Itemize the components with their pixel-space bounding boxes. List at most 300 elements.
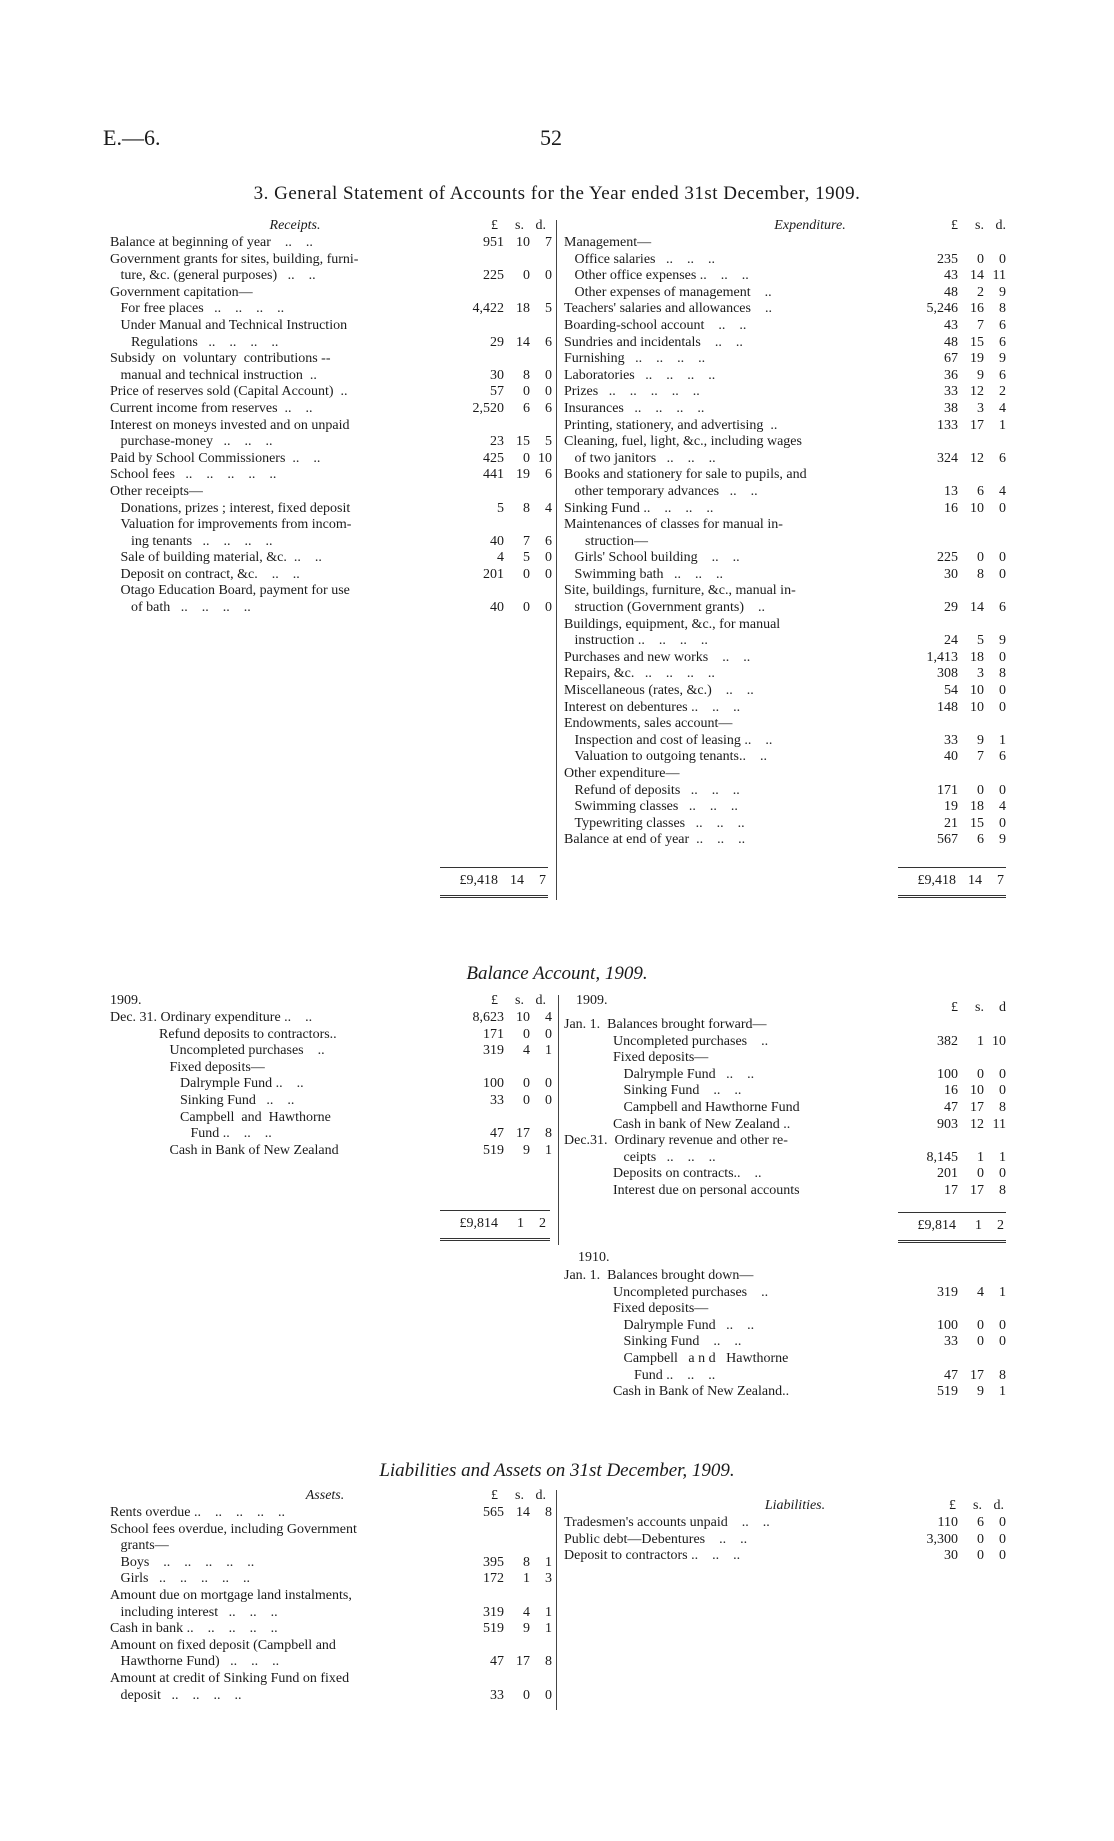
row-label: Dec. 31. Ordinary expenditure .. .. bbox=[110, 1010, 313, 1025]
row-label: Site, buildings, furniture, &c., manual in- bbox=[564, 583, 796, 599]
row-label: Prizes .. .. .. .. .. bbox=[564, 384, 700, 400]
receipts-rule bbox=[440, 867, 548, 868]
shillings-cell: 17 bbox=[970, 1182, 984, 1198]
shillings-cell: 7 bbox=[523, 533, 530, 549]
pence-cell: 8 bbox=[999, 666, 1006, 682]
row-amount bbox=[446, 335, 552, 352]
row-amount bbox=[900, 550, 1006, 567]
table-row bbox=[564, 832, 1006, 849]
pence-cell: 0 bbox=[545, 1687, 552, 1703]
table-row bbox=[110, 285, 552, 302]
shillings-cell: 6 bbox=[977, 1515, 984, 1530]
pounds-cell: 519 bbox=[483, 1142, 504, 1158]
shillings-cell: 6 bbox=[977, 483, 984, 499]
expenditure-heading: Expenditure. bbox=[774, 218, 846, 233]
pence-cell: 6 bbox=[999, 749, 1006, 765]
row-amount bbox=[900, 683, 1006, 700]
row-label: struction (Government grants) .. bbox=[564, 600, 766, 616]
table-row bbox=[564, 799, 1006, 816]
row-label: Price of reserves sold (Capital Account) .. bbox=[110, 384, 348, 400]
row-amount bbox=[446, 368, 552, 385]
row-label: Refund of deposits .. .. .. bbox=[564, 782, 740, 798]
table-row bbox=[564, 583, 1006, 600]
shillings-cell: 9 bbox=[523, 1621, 530, 1637]
table-row bbox=[564, 534, 1006, 551]
table-row bbox=[110, 318, 552, 335]
pence-cell: 7 bbox=[545, 235, 552, 250]
pounds-cell: 395 bbox=[483, 1554, 504, 1570]
liabilities-col-headers: £ s. d. bbox=[949, 1498, 1004, 1513]
pounds-cell: 171 bbox=[937, 782, 958, 798]
pence-cell: 0 bbox=[545, 268, 552, 284]
row-label: Management— bbox=[564, 235, 652, 250]
table-row bbox=[564, 749, 1006, 766]
balance-left-col-headers: £ s. d. bbox=[491, 993, 546, 1008]
table-row bbox=[564, 418, 1006, 435]
shillings-cell: 17 bbox=[970, 417, 984, 433]
row-label: Other expenses of management .. bbox=[564, 284, 772, 300]
shillings-cell: 0 bbox=[977, 550, 984, 566]
row-label: Endowments, sales account— bbox=[564, 716, 733, 732]
table-row bbox=[564, 600, 1006, 617]
row-label: Government capitation— bbox=[110, 284, 253, 300]
row-label: Amount on fixed deposit (Campbell and bbox=[110, 1637, 336, 1653]
table-row bbox=[564, 1067, 1006, 1084]
row-label: Paid by School Commissioners .. .. bbox=[110, 450, 321, 466]
liabilities-table bbox=[564, 1515, 1006, 1565]
pounds-cell: 13 bbox=[944, 483, 958, 499]
pounds-cell: 100 bbox=[937, 1317, 958, 1333]
shillings-cell: 15 bbox=[516, 434, 530, 450]
shillings-cell: 12 bbox=[970, 384, 984, 400]
receipts-col-headers: £ s. d. bbox=[491, 218, 546, 233]
table-row bbox=[110, 384, 552, 401]
row-label: Jan. 1. Balances brought forward— bbox=[564, 1017, 767, 1032]
pounds-cell: 100 bbox=[937, 1066, 958, 1082]
pence-cell: 6 bbox=[999, 334, 1006, 350]
table-row bbox=[110, 583, 552, 600]
pence-cell: 4 bbox=[999, 483, 1006, 499]
row-amount bbox=[446, 1126, 552, 1143]
pounds-cell: 38 bbox=[944, 400, 958, 416]
row-label: Repairs, &c. .. .. .. .. bbox=[564, 666, 715, 682]
shillings-cell: 4 bbox=[523, 1043, 530, 1059]
table-row bbox=[110, 1522, 552, 1539]
row-label: Teachers' salaries and allowances .. bbox=[564, 301, 772, 317]
shillings-cell: 16 bbox=[970, 301, 984, 317]
pounds-cell: 19 bbox=[944, 799, 958, 815]
table-row bbox=[564, 1083, 1006, 1100]
pounds-cell: 48 bbox=[944, 284, 958, 300]
row-label: Otago Education Board, payment for use bbox=[110, 583, 350, 599]
row-label: Purchases and new works .. .. bbox=[564, 649, 751, 665]
pounds-cell: 30 bbox=[944, 1548, 958, 1564]
pounds-cell: 324 bbox=[937, 450, 958, 466]
row-amount bbox=[446, 1027, 552, 1044]
row-label: For free places .. .. .. .. bbox=[110, 301, 285, 317]
pounds-cell: 48 bbox=[944, 334, 958, 350]
row-amount bbox=[900, 1150, 1006, 1167]
pounds-cell: 5,246 bbox=[926, 301, 958, 317]
receipts-total: £9,418 14 7 bbox=[459, 873, 546, 888]
row-amount bbox=[446, 401, 552, 418]
row-amount bbox=[446, 1076, 552, 1093]
pounds-cell: 8,623 bbox=[472, 1010, 504, 1025]
pence-cell: 1 bbox=[545, 1621, 552, 1637]
pence-cell: 10 bbox=[538, 450, 552, 466]
table-row bbox=[110, 368, 552, 385]
pence-cell: 8 bbox=[545, 1505, 552, 1520]
row-label: Office salaries .. .. .. bbox=[564, 251, 715, 267]
row-label: Miscellaneous (rates, &c.) .. .. bbox=[564, 683, 754, 699]
pence-cell: 0 bbox=[545, 550, 552, 566]
pounds-cell: 57 bbox=[490, 384, 504, 400]
shillings-cell: 10 bbox=[970, 1083, 984, 1099]
row-label: Public debt—Debentures .. .. bbox=[564, 1531, 748, 1547]
row-label: Balance at beginning of year .. .. bbox=[110, 235, 313, 250]
shillings-cell: 0 bbox=[523, 566, 530, 582]
shillings-cell: 8 bbox=[523, 1554, 530, 1570]
row-label: School fees overdue, including Government bbox=[110, 1521, 357, 1537]
pounds-cell: 2,520 bbox=[472, 400, 504, 416]
table-row bbox=[110, 335, 552, 352]
shillings-cell: 4 bbox=[977, 1284, 984, 1300]
shillings-cell: 0 bbox=[523, 384, 530, 400]
row-amount bbox=[446, 501, 552, 518]
shillings-cell: 12 bbox=[970, 1116, 984, 1132]
shillings-cell: 0 bbox=[977, 1166, 984, 1182]
liabilities-divider bbox=[556, 1490, 557, 1710]
table-row bbox=[564, 351, 1006, 368]
row-label: Inspection and cost of leasing .. .. bbox=[564, 732, 773, 748]
row-label: Government grants for sites, building, furni- bbox=[110, 251, 359, 267]
pence-cell: 0 bbox=[999, 782, 1006, 798]
assets-heading: Assets. bbox=[305, 1488, 345, 1503]
shillings-cell: 14 bbox=[970, 600, 984, 616]
shillings-cell: 5 bbox=[523, 550, 530, 566]
row-label: Valuation for improvements from incom- bbox=[110, 517, 352, 533]
table-row bbox=[110, 268, 552, 285]
table-row bbox=[564, 484, 1006, 501]
row-label: Buildings, equipment, &c., for manual bbox=[564, 616, 781, 632]
table-row bbox=[110, 1538, 552, 1555]
pounds-cell: 3,300 bbox=[926, 1531, 958, 1547]
row-label: ture, &c. (general purposes) .. .. bbox=[110, 268, 316, 284]
row-amount bbox=[900, 700, 1006, 717]
row-label: of two janitors .. .. .. bbox=[564, 450, 716, 466]
shillings-cell: 17 bbox=[970, 1099, 984, 1115]
pence-cell: 3 bbox=[545, 1571, 552, 1587]
pence-cell: 8 bbox=[999, 1099, 1006, 1115]
pounds-cell: 47 bbox=[490, 1654, 504, 1670]
pence-cell: 8 bbox=[545, 1654, 552, 1670]
shillings-cell: 10 bbox=[970, 500, 984, 516]
pounds-cell: 54 bbox=[944, 683, 958, 699]
pence-cell: 0 bbox=[999, 251, 1006, 267]
pounds-cell: 100 bbox=[483, 1076, 504, 1092]
row-label: Interest due on personal accounts bbox=[564, 1182, 800, 1198]
table-row bbox=[564, 1285, 1006, 1302]
pounds-cell: 43 bbox=[944, 268, 958, 284]
shillings-cell: 19 bbox=[970, 351, 984, 367]
table-row bbox=[564, 517, 1006, 534]
shillings-cell: 1 bbox=[977, 1033, 984, 1049]
row-label: purchase-money .. .. .. bbox=[110, 434, 273, 450]
pence-cell: 0 bbox=[545, 1026, 552, 1042]
pounds-cell: 308 bbox=[937, 666, 958, 682]
table-row bbox=[564, 617, 1006, 634]
shillings-cell: 1 bbox=[977, 1149, 984, 1165]
shillings-cell: 3 bbox=[977, 666, 984, 682]
pence-cell: 1 bbox=[545, 1554, 552, 1570]
shillings-cell: 14 bbox=[516, 334, 530, 350]
row-label: Sinking Fund .. .. bbox=[564, 1334, 742, 1350]
pence-cell: 8 bbox=[999, 301, 1006, 317]
pounds-cell: 8,145 bbox=[926, 1149, 958, 1165]
pence-cell: 6 bbox=[999, 367, 1006, 383]
balance-right-double-rule bbox=[898, 1240, 1006, 1243]
shillings-cell: 15 bbox=[970, 334, 984, 350]
row-amount bbox=[900, 401, 1006, 418]
table-row bbox=[110, 567, 552, 584]
table-row bbox=[564, 268, 1006, 285]
pence-cell: 0 bbox=[999, 550, 1006, 566]
pence-cell: 8 bbox=[999, 1367, 1006, 1383]
row-amount bbox=[900, 633, 1006, 650]
row-label: Books and stationery for sale to pupils, and bbox=[564, 467, 807, 483]
pounds-cell: 23 bbox=[490, 434, 504, 450]
row-amount bbox=[900, 1117, 1006, 1134]
row-amount bbox=[900, 1548, 1006, 1565]
shillings-cell: 17 bbox=[970, 1367, 984, 1383]
table-row bbox=[110, 600, 552, 617]
table-row bbox=[564, 783, 1006, 800]
row-amount bbox=[900, 1318, 1006, 1335]
table-row bbox=[564, 451, 1006, 468]
pence-cell: 0 bbox=[999, 1548, 1006, 1564]
pence-cell: 0 bbox=[999, 1066, 1006, 1082]
pence-cell: 1 bbox=[545, 1142, 552, 1158]
row-amount bbox=[900, 252, 1006, 269]
table-row bbox=[110, 418, 552, 435]
shillings-cell: 2 bbox=[977, 284, 984, 300]
pounds-cell: 30 bbox=[490, 367, 504, 383]
pounds-cell: 17 bbox=[944, 1182, 958, 1198]
row-label: Uncompleted purchases .. bbox=[564, 1033, 769, 1049]
assets-table bbox=[110, 1505, 552, 1704]
pounds-cell: 519 bbox=[937, 1384, 958, 1400]
row-label: Furnishing .. .. .. .. bbox=[564, 351, 706, 367]
row-label: School fees .. .. .. .. .. bbox=[110, 467, 277, 483]
pence-cell: 6 bbox=[545, 467, 552, 483]
pounds-cell: 382 bbox=[937, 1033, 958, 1049]
row-amount bbox=[900, 1083, 1006, 1100]
pence-cell: 1 bbox=[545, 1604, 552, 1620]
pounds-cell: 47 bbox=[490, 1126, 504, 1142]
shillings-cell: 0 bbox=[523, 450, 530, 466]
table-row bbox=[564, 816, 1006, 833]
pounds-cell: 171 bbox=[483, 1026, 504, 1042]
shillings-cell: 0 bbox=[523, 1076, 530, 1092]
balance-left-table bbox=[110, 1010, 552, 1159]
table-row bbox=[110, 1605, 552, 1622]
table-row bbox=[110, 1621, 552, 1638]
row-amount bbox=[446, 384, 552, 401]
shillings-cell: 0 bbox=[523, 268, 530, 284]
shillings-cell: 0 bbox=[977, 782, 984, 798]
pounds-cell: 425 bbox=[483, 450, 504, 466]
row-label: Campbell a n d Hawthorne bbox=[564, 1350, 789, 1366]
shillings-cell: 18 bbox=[970, 649, 984, 665]
pounds-cell: 36 bbox=[944, 367, 958, 383]
table-row bbox=[110, 451, 552, 468]
table-row bbox=[110, 1060, 552, 1077]
row-amount bbox=[900, 285, 1006, 302]
row-label: Valuation to outgoing tenants.. .. bbox=[564, 749, 767, 765]
row-amount bbox=[900, 1067, 1006, 1084]
row-amount bbox=[900, 318, 1006, 335]
row-label: manual and technical instruction .. bbox=[110, 367, 317, 383]
shillings-cell: 0 bbox=[977, 1066, 984, 1082]
table-row bbox=[564, 1117, 1006, 1134]
pounds-cell: 235 bbox=[937, 251, 958, 267]
pence-cell: 8 bbox=[999, 1182, 1006, 1198]
shillings-cell: 9 bbox=[977, 1384, 984, 1400]
pence-cell: 6 bbox=[999, 450, 1006, 466]
pence-cell: 0 bbox=[999, 500, 1006, 516]
table-row bbox=[110, 467, 552, 484]
table-row bbox=[110, 235, 552, 252]
pence-cell: 0 bbox=[999, 1166, 1006, 1182]
shillings-cell: 8 bbox=[523, 367, 530, 383]
table-row bbox=[110, 1555, 552, 1572]
pence-cell: 0 bbox=[999, 1334, 1006, 1350]
table-row bbox=[564, 301, 1006, 318]
row-amount bbox=[446, 1621, 552, 1638]
pence-cell: 6 bbox=[545, 400, 552, 416]
pence-cell: 1 bbox=[999, 1149, 1006, 1165]
row-label: Deposit on contract, &c. .. .. bbox=[110, 566, 300, 582]
pounds-cell: 565 bbox=[483, 1505, 504, 1520]
table-row bbox=[564, 683, 1006, 700]
balance-left-year: 1909. bbox=[110, 993, 142, 1008]
pounds-cell: 47 bbox=[944, 1367, 958, 1383]
pence-cell: 4 bbox=[545, 1010, 552, 1025]
pounds-cell: 30 bbox=[944, 566, 958, 582]
shillings-cell: 0 bbox=[977, 1334, 984, 1350]
expenditure-table bbox=[564, 235, 1006, 849]
pence-cell: 0 bbox=[999, 1317, 1006, 1333]
row-label: Boys .. .. .. .. .. bbox=[110, 1554, 255, 1570]
pounds-cell: 33 bbox=[944, 384, 958, 400]
table-row bbox=[110, 1143, 552, 1160]
pence-cell: 0 bbox=[545, 1076, 552, 1092]
table-row bbox=[564, 335, 1006, 352]
row-amount bbox=[900, 1334, 1006, 1351]
row-label: Sinking Fund .. .. bbox=[564, 1083, 742, 1099]
shillings-cell: 0 bbox=[977, 1548, 984, 1564]
shillings-cell: 19 bbox=[516, 467, 530, 483]
pounds-cell: 47 bbox=[944, 1099, 958, 1115]
row-label: Boarding-school account .. .. bbox=[564, 317, 747, 333]
table-row bbox=[564, 1368, 1006, 1385]
shillings-cell: 5 bbox=[977, 633, 984, 649]
balance-right-rule bbox=[898, 1212, 1006, 1213]
row-label: Printing, stationery, and advertising .. bbox=[564, 417, 778, 433]
pence-cell: 0 bbox=[999, 566, 1006, 582]
row-amount bbox=[446, 567, 552, 584]
pence-cell: 4 bbox=[999, 799, 1006, 815]
row-amount bbox=[900, 1515, 1006, 1532]
row-amount bbox=[900, 733, 1006, 750]
row-label: Other expenditure— bbox=[564, 766, 680, 781]
row-amount bbox=[446, 1605, 552, 1622]
pence-cell: 9 bbox=[999, 351, 1006, 367]
column-divider bbox=[556, 220, 557, 900]
balance-left-rule bbox=[440, 1210, 550, 1211]
table-row bbox=[564, 1268, 1006, 1285]
table-row bbox=[564, 1183, 1006, 1200]
pounds-cell: 567 bbox=[937, 832, 958, 848]
pounds-cell: 33 bbox=[490, 1092, 504, 1108]
table-row bbox=[110, 484, 552, 501]
balance-brought-down-table bbox=[564, 1268, 1006, 1401]
table-row bbox=[110, 1671, 552, 1688]
table-row bbox=[564, 1150, 1006, 1167]
row-amount bbox=[446, 600, 552, 617]
shillings-cell: 0 bbox=[523, 1687, 530, 1703]
row-label: Balance at end of year .. .. .. bbox=[564, 832, 746, 848]
pence-cell: 0 bbox=[999, 1515, 1006, 1530]
row-label: struction— bbox=[564, 533, 648, 549]
pounds-cell: 67 bbox=[944, 351, 958, 367]
row-amount bbox=[446, 534, 552, 551]
pounds-cell: 903 bbox=[937, 1116, 958, 1132]
pounds-cell: 110 bbox=[937, 1515, 958, 1530]
row-label: Fixed deposits— bbox=[564, 1301, 709, 1317]
row-label: Fund .. .. .. bbox=[564, 1367, 716, 1383]
row-label: Cash in Bank of New Zealand bbox=[110, 1142, 339, 1158]
row-label: other temporary advances .. .. bbox=[564, 483, 758, 499]
table-row bbox=[564, 1100, 1006, 1117]
row-label: Sale of building material, &c. .. .. bbox=[110, 550, 322, 566]
table-row bbox=[110, 1505, 552, 1522]
row-amount bbox=[446, 301, 552, 318]
row-amount bbox=[900, 749, 1006, 766]
row-amount bbox=[900, 799, 1006, 816]
receipts-table bbox=[110, 235, 552, 617]
table-row bbox=[110, 401, 552, 418]
row-label: grants— bbox=[110, 1538, 169, 1554]
shillings-cell: 14 bbox=[516, 1505, 530, 1520]
pounds-cell: 16 bbox=[944, 500, 958, 516]
pounds-cell: 33 bbox=[944, 1334, 958, 1350]
pence-cell: 5 bbox=[545, 434, 552, 450]
shillings-cell: 8 bbox=[523, 500, 530, 516]
table-row bbox=[564, 285, 1006, 302]
row-amount bbox=[900, 301, 1006, 318]
row-amount bbox=[900, 335, 1006, 352]
row-label: Uncompleted purchases .. bbox=[564, 1284, 769, 1300]
row-label: Girls .. .. .. .. .. bbox=[110, 1571, 250, 1587]
table-row bbox=[564, 567, 1006, 584]
table-row bbox=[110, 1093, 552, 1110]
row-amount bbox=[900, 832, 1006, 849]
pence-cell: 0 bbox=[999, 699, 1006, 715]
table-row bbox=[564, 1384, 1006, 1401]
row-label: Jan. 1. Balances brought down— bbox=[564, 1268, 754, 1283]
row-amount bbox=[446, 1093, 552, 1110]
